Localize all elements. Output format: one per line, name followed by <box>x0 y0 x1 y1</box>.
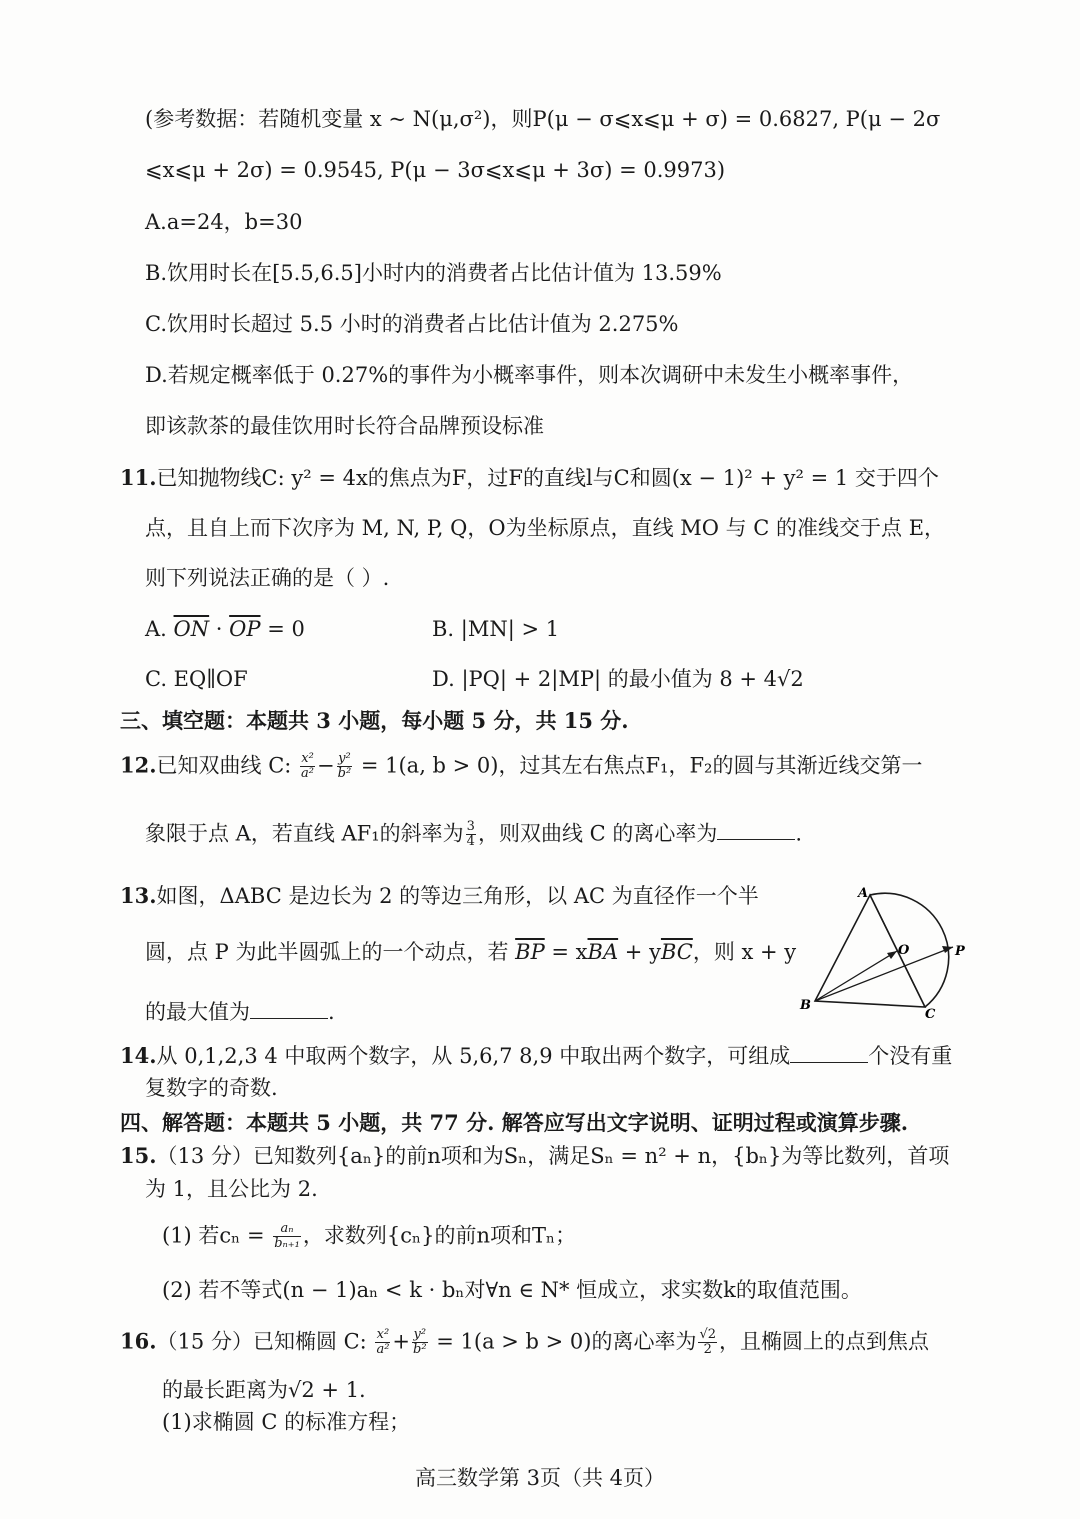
page-footer: 高三数学第 3页（共 4页） <box>414 1466 666 1490</box>
vector-op: $\overline{OP}$ <box>229 617 261 641</box>
answer-blank[interactable] <box>717 821 795 840</box>
q13-line-3: 的最大值为 . <box>145 1000 335 1024</box>
q12-number: 12. <box>120 752 157 778</box>
segment-bp <box>815 947 953 1001</box>
label-p: P <box>955 944 965 959</box>
q16-part-1: (1)求椭圆 C 的标准方程； <box>162 1410 411 1434</box>
q11-number: 11. <box>120 465 157 490</box>
q16-line-2: 的最长距离为√2 + 1. <box>162 1378 366 1402</box>
vector-on: $\overline{ON}$ <box>173 617 210 641</box>
q11-option-b: B. |MN| > 1 <box>432 617 560 641</box>
question-12: 12.已知双曲线 C: $\frac{\text{x²}}{\text{a²}}$ − $\frac{\text{y²}}{\text{b²}}$ = 1(a, b > 0)，过其左右焦点F₁，F₂的圆与其渐近线交第一 <box>120 751 923 782</box>
q15-part-1: (1) 若cₙ = $\frac{\text{aₙ}}{\text{bₙ₊₁}}$ ，求数列{cₙ}的前n项和Tₙ； <box>162 1221 577 1252</box>
q11-option-a: A. $\overline{ON} \cdot \overline{OP} = 0$ <box>145 617 305 641</box>
fraction-three-quarters: $\frac{3}{4}$ <box>466 819 475 850</box>
label-a: A <box>858 886 869 901</box>
label-o: O <box>898 943 910 958</box>
semicircle-arc <box>870 893 949 1007</box>
question-14: 14.从 0,1,2,3 4 中取两个数字，从 5,6,7 8,9 中取出两个数字，可组成 个没有重 <box>120 1043 953 1068</box>
label-c: C <box>925 1007 936 1020</box>
question-11 <box>120 465 939 491</box>
reference-data-line-2: ⩽x⩽μ + 2σ) = 0.9545, P(μ − 3σ⩽x⩽μ + 3σ) = 0.9973) <box>145 158 726 182</box>
vector-bc: $\overline{BC}$ <box>660 940 693 964</box>
vector-bp: $\overline{BP}$ <box>515 940 545 964</box>
fraction-y2-b2: $\frac{\text{y²}}{\text{b²}}$ <box>337 751 352 782</box>
q13-figure <box>795 885 975 1020</box>
fraction-x2-a2: $\frac{\text{x²}}{\text{a²}}$ <box>301 751 315 782</box>
fraction-sqrt2-over-2: $\frac{√2}{2}$ <box>699 1327 717 1358</box>
fraction-an-bn1: $\frac{\text{aₙ}}{\text{bₙ₊₁}}$ <box>274 1221 300 1252</box>
q11-option-c: C. EQ∥OF <box>145 667 248 691</box>
question-13: 13.如图，ΔABC 是边长为 2 的等边三角形，以 AC 为直径作一个半 <box>120 883 759 908</box>
question-15: 15.（13 分）已知数列{aₙ}的前n项和为Sₙ，满足Sₙ = n² + n，{bₙ}为等比数列，首项 <box>120 1143 950 1168</box>
q10-option-d-line-2: 即该款茶的最佳饮用时长符合品牌预设标准 <box>145 414 544 438</box>
q13-line-2: 圆，点 P 为此半圆弧上的一个动点，若 $\overline{BP} = x\overline{BA} + y\overline{BC}$，则 x + y <box>145 940 797 964</box>
answer-blank[interactable] <box>790 1044 868 1063</box>
fraction-y2-b2: $\frac{\text{y²}}{\text{b²}}$ <box>413 1327 427 1358</box>
answer-blank[interactable] <box>250 1000 328 1019</box>
section-3-heading: 三、填空题：本题共 3 小题，每小题 5 分，共 15 分. <box>120 708 629 733</box>
reference-data-line-1: (参考数据：若随机变量 x ~ N(μ,σ²)，则P(μ − σ⩽x⩽μ + σ) = 0.6827, P(μ − 2σ <box>145 107 941 131</box>
q14-line-2: 复数字的奇数. <box>145 1076 278 1100</box>
arrow-bp <box>942 946 953 953</box>
arrow-bo <box>887 951 897 959</box>
q11-option-d: D. |PQ| + 2|MP| 的最小值为 8 + 4√2 <box>432 667 804 691</box>
section-4-heading: 四、解答题：本题共 5 小题，共 77 分. 解答应写出文字说明、证明过程或演算步骤. <box>120 1110 909 1135</box>
q15-number: 15. <box>120 1143 157 1168</box>
q10-option-c: C.饮用时长超过 5.5 小时的消费者占比估计值为 2.275% <box>145 312 679 336</box>
fraction-x2-a2: $\frac{\text{x²}}{\text{a²}}$ <box>376 1327 390 1358</box>
q14-number: 14. <box>120 1043 157 1068</box>
q10-option-d-line-1: D.若规定概率低于 0.27%的事件为小概率事件，则本次调研中未发生小概率事件， <box>145 363 914 387</box>
q13-number: 13. <box>120 883 157 908</box>
q10-option-a: A.a=24，b=30 <box>145 210 303 234</box>
q11-line-3: 则下列说法正确的是（ ）. <box>145 566 390 590</box>
vector-ba: $\overline{BA}$ <box>587 940 619 964</box>
q15-part-2: (2) 若不等式(n − 1)aₙ < k · bₙ对∀n ∈ N* 恒成立，求实数k的取值范围。 <box>162 1278 862 1302</box>
q11-line-1: 已知抛物线C: y² = 4x的焦点为F，过F的直线l与C和圆(x − 1)² + y² = 1 交于四个 <box>156 466 939 490</box>
q15-line-2: 为 1，且公比为 2. <box>145 1177 318 1201</box>
q11-line-2: 点，且自上而下次序为 M, N, P, Q，O为坐标原点，直线 MO 与 C 的准线交于点 E， <box>145 516 946 540</box>
q16-number: 16. <box>120 1328 157 1354</box>
question-16: 16.（15 分）已知椭圆 C: $\frac{\text{x²}}{\text{a²}}$ + $\frac{\text{y²}}{\text{b²}}$ = 1(a > b > 0)的离心率为 $\frac{√2}{2}$ ，且椭圆上的点到焦点 <box>120 1327 930 1358</box>
q10-option-b: B.饮用时长在[5.5,6.5]小时内的消费者占比估计值为 13.59% <box>145 261 722 285</box>
label-b: B <box>800 998 811 1013</box>
q12-line-2: 象限于点 A，若直线 AF₁的斜率为 $\frac{3}{4}$ ，则双曲线 C 的离心率为 . <box>145 819 803 850</box>
